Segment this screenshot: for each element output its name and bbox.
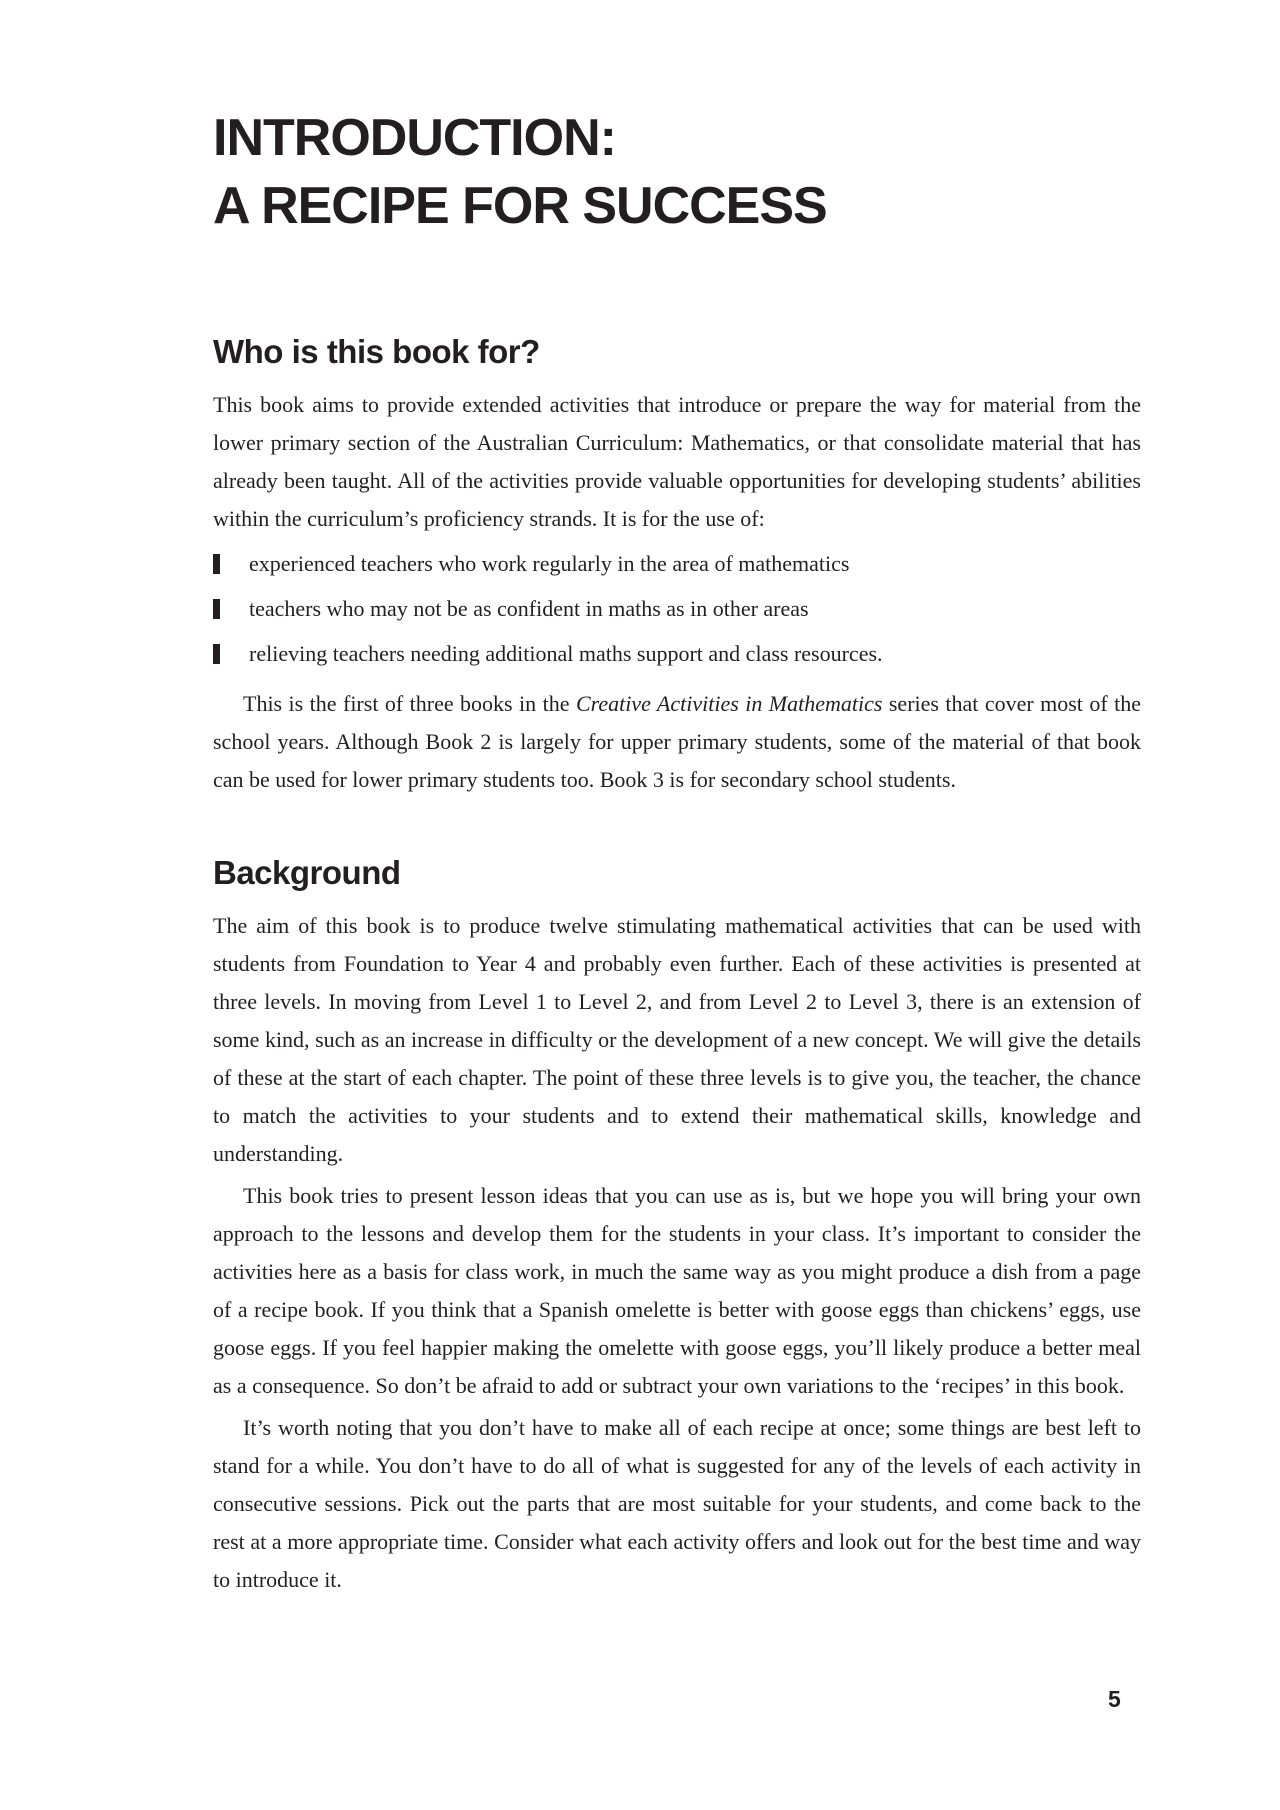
bullet-item-less-confident-teachers: [213, 595, 1141, 623]
bullet-text: teachers who may not be as confident in maths as in other areas: [249, 596, 809, 621]
series-paragraph-after: series that cover most of the school years. Although Book 2 is largely for upper primary students, some of the material of that book can be used for lower primary students too. Book 3 is for secondary school students.: [213, 691, 1141, 792]
series-title-italic: Creative Activities in Mathematics: [575, 691, 883, 716]
chapter-title-line2: A RECIPE FOR SUCCESS: [213, 177, 827, 235]
bullet-item-relieving-teachers: [213, 640, 1141, 668]
series-paragraph: [213, 685, 1141, 799]
bullet-text: relieving teachers needing additional maths support and class resources.: [249, 641, 883, 666]
background-paragraph-1: The aim of this book is to produce twelve stimulating mathematical activities that can be used with students from Foundation to Year 4 and probably even further. Each of these activities is presented at three levels. In moving from Level 1 to Level 2, and from Level 2 to Level 3, there is an extension of some kind, such as an increase in difficulty or the development of a new concept. We will give the details of these at the start of each chapter. The point of these three levels is to give you, the teacher, the chance to match the activities to your students and to extend their mathematical skills, knowledge and understanding.: [213, 913, 1141, 1166]
series-paragraph-before: This is the first of three books in the: [243, 691, 576, 716]
bullet-text: experienced teachers who work regularly in the area of mathematics: [249, 551, 850, 576]
section-heading-background: Background: [213, 854, 401, 891]
audience-bullet-list: [213, 550, 1141, 668]
bullet-item-experienced-teachers: [213, 550, 1141, 578]
who-intro-paragraph: This book aims to provide extended activities that introduce or prepare the way for material from the lower primary section of the Australian Curriculum: Mathematics, or that consolidate material that has already been taught. All of the activities provide valuable opportunities for developing students’ abilities within the curriculum’s proficiency strands. It is for the use of:: [213, 392, 1141, 531]
chapter-title-line1: INTRODUCTION:: [213, 109, 616, 167]
background-paragraph-3: It’s worth noting that you don’t have to make all of each recipe at once; some things are best left to stand for a while. You don’t have to do all of what is suggested for any of the levels of each activity in consecutive sessions. Pick out the parts that are most suitable for your students, and come back to the rest at a more appropriate time. Consider what each activity offers and look out for the best time and way to introduce it.: [213, 1415, 1141, 1592]
bullet-bar-icon: [213, 554, 220, 574]
section-heading-who-is-this-book-for: Who is this book for?: [213, 333, 540, 370]
background-paragraph-2: This book tries to present lesson ideas that you can use as is, but we hope you will bring your own approach to the lessons and develop them for the students in your class. It’s important to consider the activities here as a basis for class work, in much the same way as you might produce a dish from a page of a recipe book. If you think that a Spanish omelette is better with goose eggs than chickens’ eggs, use goose eggs. If you feel happier making the omelette with goose eggs, you’ll likely produce a better meal as a consequence. So don’t be afraid to add or subtract your own variations to the ‘recipes’ in this book.: [213, 1183, 1141, 1398]
bullet-bar-icon: [213, 599, 220, 619]
bullet-bar-icon: [213, 644, 220, 664]
page-content: [213, 0, 1141, 1599]
chapter-title: [213, 104, 1141, 240]
page-number: 5: [1108, 1686, 1121, 1712]
